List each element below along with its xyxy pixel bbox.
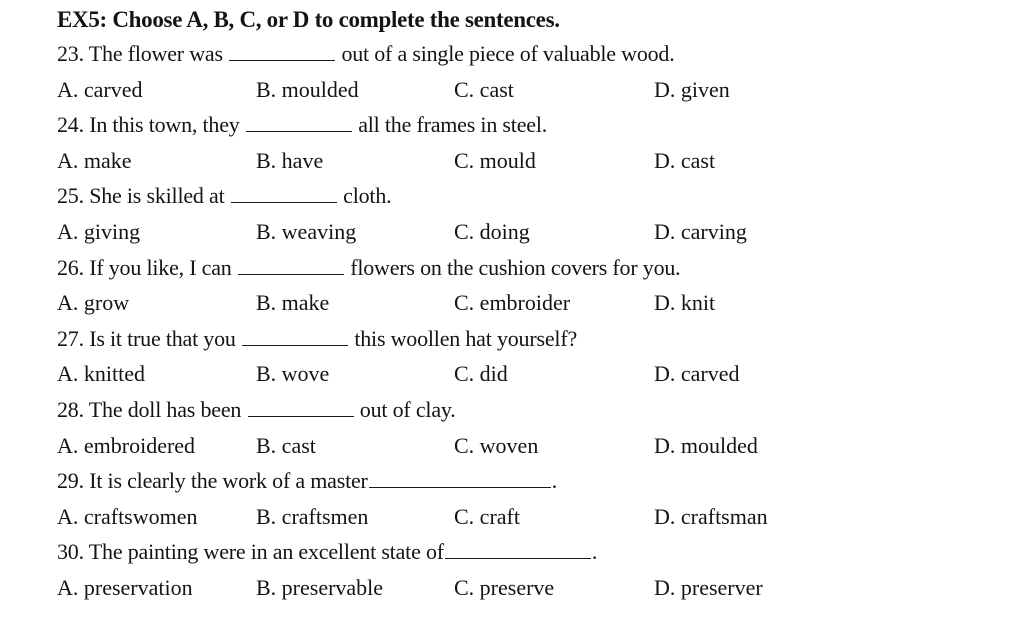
- question-25: [57, 178, 1007, 214]
- option-28-d: D. moulded: [654, 432, 758, 458]
- exercise-sheet: [57, 4, 1007, 606]
- option-24-b: B. have: [256, 147, 324, 173]
- option-27-d: D. carved: [654, 361, 740, 387]
- question-26: [57, 250, 1007, 286]
- question-25-text-before: 25. She is skilled at: [57, 183, 230, 209]
- option-24-d: D. cast: [654, 147, 716, 173]
- option-29-a: A. craftswomen: [57, 503, 198, 529]
- option-29-c: C. craft: [454, 503, 520, 529]
- question-27: [57, 321, 1007, 357]
- option-23-a: A. carved: [57, 76, 143, 102]
- question-28-text-after: out of clay.: [354, 396, 456, 422]
- question-24: [57, 107, 1007, 143]
- question-29-text-before: 29. It is clearly the work of a master: [57, 468, 368, 494]
- option-26-a: A. grow: [57, 290, 130, 316]
- exercise-title: EX5: Choose A, B, C, or D to complete the sentences.: [57, 7, 560, 32]
- question-26-options: [57, 285, 1007, 321]
- option-25-b: B. weaving: [256, 218, 357, 244]
- option-24-c: C. mould: [454, 147, 536, 173]
- question-30-text-before: 30. The painting were in an excellent state of: [57, 539, 444, 565]
- question-27-text-before: 27. Is it true that you: [57, 325, 242, 351]
- question-23-blank: [229, 40, 335, 61]
- question-28-blank: [248, 396, 354, 417]
- question-27-text-after: this woollen hat yourself?: [349, 325, 578, 351]
- question-23-text-before: 23. The flower was: [57, 41, 229, 66]
- question-24-options: [57, 143, 1007, 179]
- question-28-text-before: 28. The doll has been: [57, 396, 247, 422]
- option-25-c: C. doing: [454, 218, 530, 244]
- option-27-a: A. knitted: [57, 361, 145, 387]
- question-24-text-before: 24. In this town, they: [57, 112, 245, 138]
- question-28-options: [57, 428, 1007, 464]
- option-29-d: D. craftsman: [654, 503, 768, 529]
- option-24-a: A. make: [57, 147, 132, 173]
- question-23-text-after: out of a single piece of valuable wood.: [336, 41, 675, 66]
- option-26-c: C. embroider: [454, 290, 571, 316]
- option-30-c: C. preserve: [454, 574, 555, 600]
- question-30-blank: [445, 538, 591, 559]
- question-29-text-after: .: [551, 468, 557, 494]
- question-26-blank: [238, 254, 344, 275]
- option-28-a: A. embroidered: [57, 432, 196, 458]
- option-26-d: D. knit: [654, 290, 716, 316]
- question-28: [57, 392, 1007, 428]
- option-29-b: B. craftsmen: [256, 503, 369, 529]
- question-25-options: [57, 214, 1007, 250]
- question-26-text-after: flowers on the cushion covers for you.: [344, 254, 681, 280]
- question-27-options: [57, 356, 1007, 392]
- option-28-c: C. woven: [454, 432, 539, 458]
- question-29: [57, 463, 1007, 499]
- question-29-blank: [369, 467, 551, 488]
- option-30-a: A. preservation: [57, 574, 193, 600]
- option-30-b: B. preservable: [256, 574, 384, 600]
- question-25-text-after: cloth.: [337, 183, 392, 209]
- question-23: [57, 36, 1007, 72]
- option-27-b: B. wove: [256, 361, 330, 387]
- question-24-blank: [246, 111, 352, 132]
- option-28-b: B. cast: [256, 432, 316, 458]
- question-30: [57, 534, 1007, 570]
- question-23-options: [57, 72, 1007, 108]
- question-27-blank: [242, 325, 348, 346]
- question-29-options: [57, 499, 1007, 535]
- option-25-a: A. giving: [57, 218, 141, 244]
- option-27-c: C. did: [454, 361, 508, 387]
- option-23-b: B. moulded: [256, 76, 359, 102]
- option-23-c: C. cast: [454, 76, 514, 102]
- option-30-d: D. preserver: [654, 574, 763, 600]
- question-30-options: [57, 570, 1007, 606]
- question-30-text-after: .: [591, 539, 598, 565]
- question-26-text-before: 26. If you like, I can: [57, 254, 237, 280]
- option-23-d: D. given: [654, 76, 730, 102]
- question-24-text-after: all the frames in steel.: [352, 112, 548, 138]
- option-26-b: B. make: [256, 290, 330, 316]
- question-25-blank: [231, 182, 337, 203]
- option-25-d: D. carving: [654, 218, 747, 244]
